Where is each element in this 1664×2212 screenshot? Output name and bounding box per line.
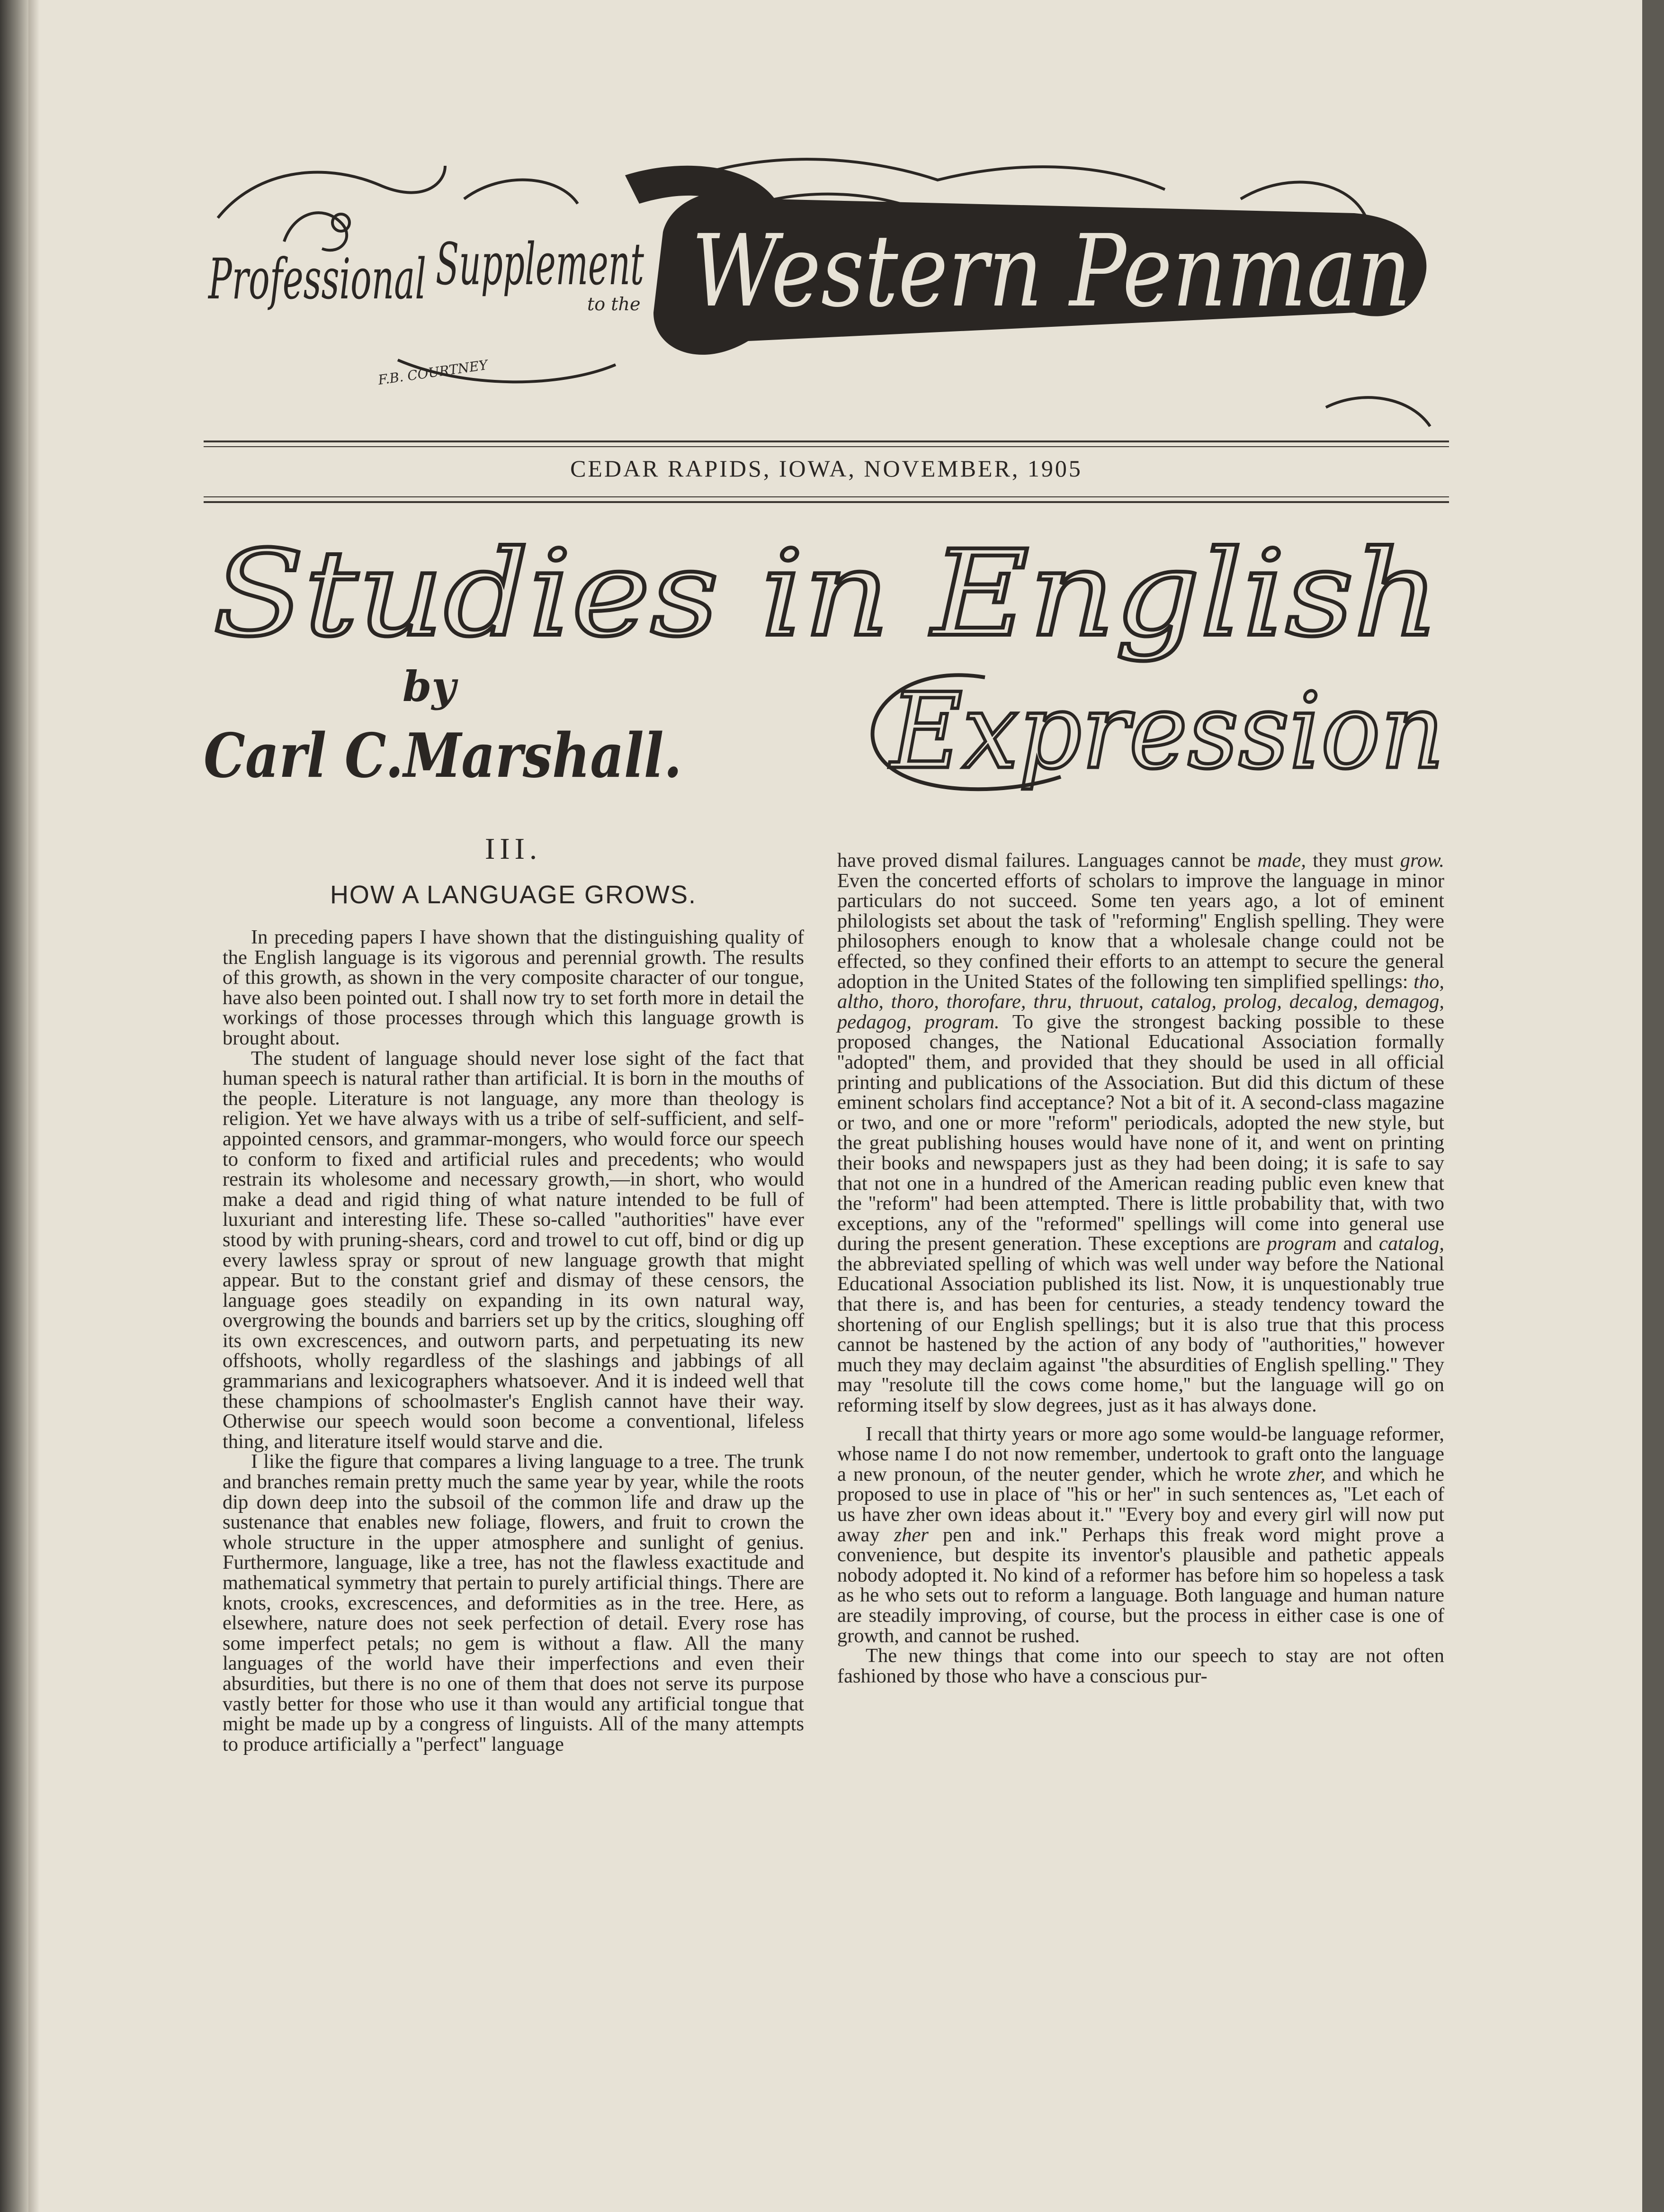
- title-line-1: Studies in English: [213, 525, 1440, 663]
- title-by: by: [403, 662, 456, 711]
- left-paragraph-1: In preceding papers I have shown that the distinguishing quality of the English language is its vigorous and perennial growth. The results of this growth, as shown in the very composite character of our tongue, have also been pointed out. I shall now try to set forth more in detail the workings of those processes through which this language growth is brought about.: [223, 926, 804, 1049]
- dateline: CEDAR RAPIDS, IOWA, NOVEMBER, 1905: [570, 455, 1082, 482]
- right-paragraph-1: have proved dismal failures. Languages cannot be made, they must grow. Even the concerted efforts of scholars to improve the language in minor particulars do not succeed. Some ten years ago, a lot of eminent philologists set about the task of ''reforming'' English spelling. They were philosophers enough to know that a wholesale change could not be effected, so they confined their efforts to an attempt to secure the general adoption in the United States of the following ten simplified spellings: tho, altho, thoro, thorofare, thru, thruout, catalog, prolog, decalog, demagog, pedagog, program. To give the strongest backing possible to these proposed changes, the National Educational Association formally ''adopted'' them, and provided that they should be used in all official printing and publications of the Association. But did this dictum of these eminent scholars find acceptance? Not a bit of it. A second-class magazine or two, and one or more ''reform'' periodicals, adopted the new style, but the great publishing houses would have none of it, and went on printing their books and newspapers just as they had been doing; it is safe to say that not one in a hundred of the American reading public even knew that the ''reform'' had been attempted. There is little probability that, with two exceptions, any of the ''reformed'' spellings will come into general use during the present generation. These exceptions are program and catalog, the abbreviated spelling of which was well under way before the National Educational Association published its list. Now, it is unquestionably true that there is, and has been for centuries, a steady tendency toward the shortening of our English spellings; but it is also true that this process cannot be hastened by the action of any body of ''authorities,'' however much they may declaim against ''the absurdities of English spelling.'' They may ''resolute till the cows come home,'' but the language will go on reforming itself by slow degrees, just as it has always done.: [837, 849, 1445, 1417]
- dateline-rule-top: [204, 441, 1449, 442]
- engraver-signature: F.B. COURTNEY: [377, 357, 489, 388]
- title-author: Carl C.Marshall.: [204, 720, 682, 791]
- left-column: [223, 927, 804, 1754]
- logo-supplement: Supplement: [436, 231, 644, 298]
- left-paragraph-3: I like the figure that compares a living language to a tree. The trunk and branches remain pretty much the same year by year, while the roots dip down deep into the subsoil of the common life and draw up the sustenance that enables new foliage, flowers, and fruit to crown the whole structure in the upper atmosphere and sunlight of genius. Furthermore, language, like a tree, has not the flawless exactitude and mathematical symmetry that pertain to purely artificial things. There are knots, crooks, excrescences, and deformities as in the tree. Here, as elsewhere, nature does not seek perfection of detail. Every rose has some imperfect petals; no gem is without a flaw. All the many languages of the world have their imperfections and even their absurdities, but there is no one of them that does not serve its purpose vastly better for those who use it than would any artificial tongue that might be made up by a congress of linguists. All of the many attempts to produce artificially a ''perfect'' language: [223, 1450, 804, 1755]
- binding-shadow: [28, 0, 40, 2212]
- article-title: [199, 521, 1458, 805]
- left-paragraph-2: The student of language should never lose sight of the fact that human speech is natural rather than artificial. It is born in the mouths of the people. Literature is not language, any more than theology is religion. Yet we have always with us a tribe of self-sufficient, and self-appointed censors, and grammar-mongers, who would force our speech to conform to fixed and artificial rules and precedents; who would restrain its wholesome and necessary growth,—in short, who would make a dead and rigid thing of what nature intended to be full of luxuriant and interesting life. These so-called ''authorities'' have ever stood by with pruning-shears, cord and trowel to cut off, bind or dig up every lawless spray or sprout of new language growth that might appear. But to the constant grief and dismay of these censors, the language goes steadily on expanding in its own natural way, overgrowing the bounds and barriers set up by the critics, sloughing off its own excrescences, and outworn parts, and perpetuating its new offshoots, wholly regardless of the slashings and jabbings of all grammarians and lexicographers whatsoever. And it is indeed well that these champions of schoolmaster's English cannot have their way. Otherwise our speech would soon become a conventional, lifeless thing, and literature itself would starve and die.: [223, 1047, 804, 1453]
- right-paragraph-3: The new things that come into our speech to stay are not often fashioned by those who have a conscious pur-: [837, 1645, 1444, 1687]
- dateline-rule-bottom: [204, 496, 1449, 497]
- title-line-2: Expression: [888, 671, 1444, 792]
- logo-to-the: to the: [587, 294, 641, 315]
- right-background: [1642, 0, 1664, 2212]
- logo-professional: Professional: [207, 246, 426, 312]
- logo-western-penman: Western Penman: [691, 213, 1411, 329]
- left-page-edge: [0, 0, 28, 2212]
- dateline-rule-bottom-2: [204, 501, 1449, 503]
- section-heading: HOW A LANGUAGE GROWS.: [330, 881, 697, 909]
- right-paragraph-2: I recall that thirty years or more ago some would-be language reformer, whose name I do not now remember, undertook to graft onto the language a new pronoun, of the neuter gender, which he wrote zher, and which he proposed to use in place of ''his or her'' in such sentences as, ''Let each of us have zher own ideas about it.'' ''Every boy and every girl will now put away zher pen and ink.'' Perhaps this freak word might prove a convenience, but despite its inventor's plausible and pathetic appeals nobody adopted it. No kind of a reformer has before him so hopeless a task as he who sets out to reform a language. Both language and human nature are steadily improving, of course, but the process in either case is one of growth, and cannot be rushed.: [837, 1422, 1445, 1647]
- dateline-rule-top-2: [204, 446, 1449, 447]
- right-column: [837, 851, 1444, 1686]
- masthead-logo: [199, 142, 1449, 436]
- part-number: III.: [485, 832, 542, 865]
